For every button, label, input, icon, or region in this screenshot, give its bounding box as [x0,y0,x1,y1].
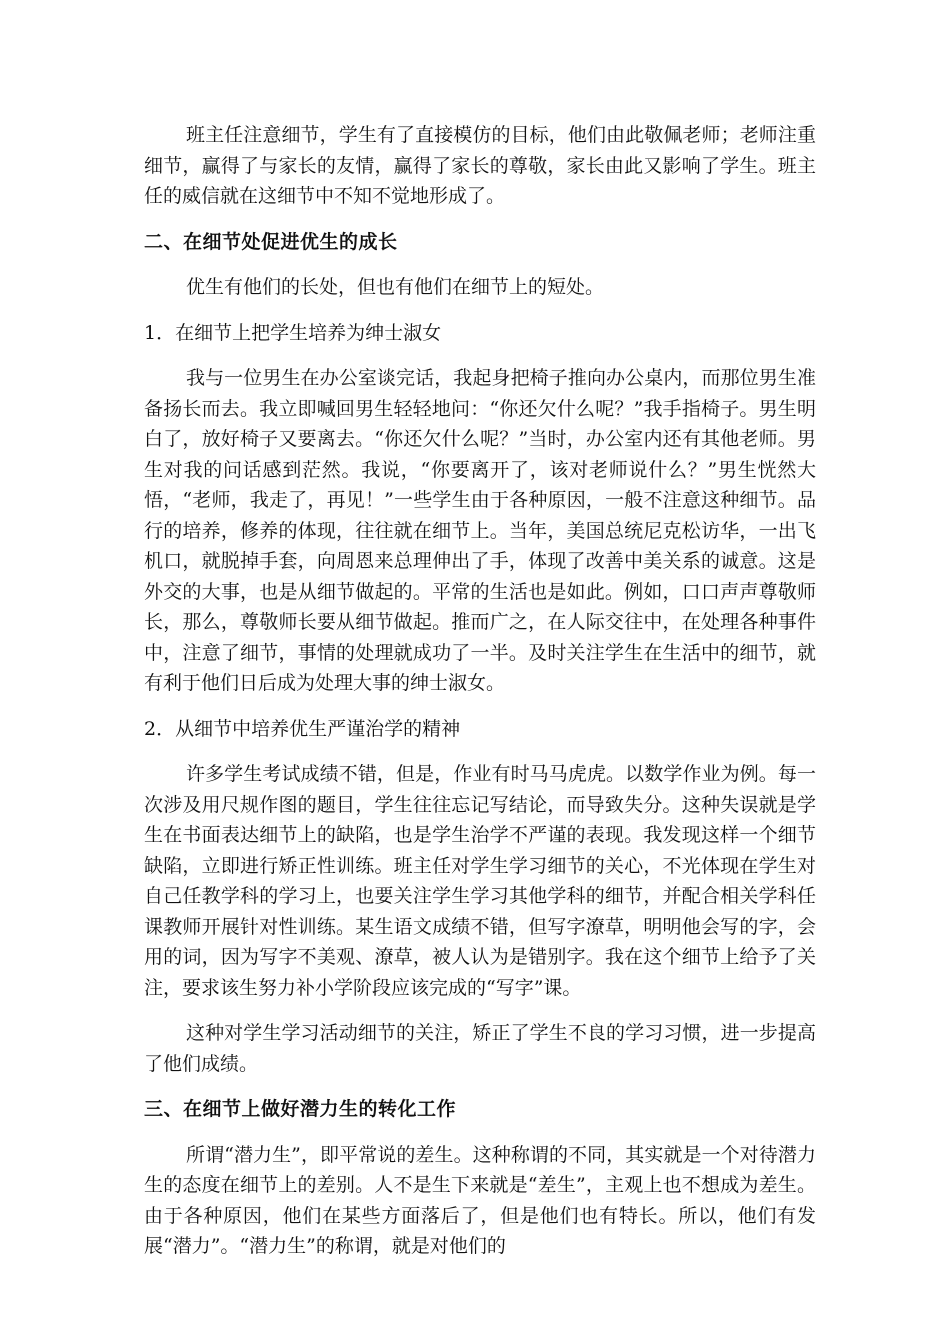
subsection-heading-2: 2．从细节中培养优生严谨治学的精神 [144,717,461,740]
document-body [144,120,816,1277]
section-heading-2: 二、在细节处促进优生的成长 [144,230,398,253]
paragraph-gentleman-story: 我与一位男生在办公室谈完话，我起身把椅子推向办公桌内，而那位男生准备扬长而去。我立即喊回男生轻轻地问：“你还欠什么呢？”我手指椅子。男生明白了，放好椅子又要离去。“你还欠什么呢？”当时，办公室内还有其他老师。男生对我的问话感到茫然。我说，“你要离开了，该对老师说什么？”男生恍然大悟，“老师，我走了，再见！”一些学生由于各种原因，一般不注意这种细节。品行的培养，修养的体现，往往就在细节上。当年，美国总统尼克松访华，一出飞机口，就脱掉手套，向周恩来总理伸出了手，体现了改善中美关系的诚意。这是外交的大事，也是从细节做起的。平常的生活也是如此。例如，口口声声尊敬师长，那么，尊敬师长要从细节做起。推而广之，在人际交往中，在处理各种事件中，注意了细节，事情的处理就成功了一半。及时关注学生在生活中的细节，就有利于他们日后成为处理大事的绅士淑女。 [144,367,816,694]
subsection-heading-1: 1．在细节上把学生培养为绅士淑女 [144,321,442,344]
paragraph-top-students-intro: 优生有他们的长处，但也有他们在细节上的短处。 [186,276,605,298]
paragraph-rigorous-study: 许多学生考试成绩不错，但是，作业有时马马虎虎。以数学作业为例。每一次涉及用尺规作图的题目，学生往往忘记写结论，而导致失分。这种失误就是学生在书面表达细节上的缺陷，也是学生治学不严谨的表现。我发现这样一个细节缺陷，立即进行矫正性训练。班主任对学生学习细节的关心，不光体现在学生对自己任教学科的学习上，也要关注学生学习其他学科的细节，并配合相关学科任课教师开展针对性训练。某生语文成绩不错，但写字潦草，明明他会写的字，会用的词，因为写字不美观、潦草，被人认为是错别字。我在这个细节上给予了关注，要求该生努力补小学阶段应该完成的“写字”课。 [144,763,816,999]
paragraph-intro-conclusion: 班主任注意细节，学生有了直接模仿的目标，他们由此敬佩老师；老师注重细节，赢得了与家长的友情，赢得了家长的尊敬，家长由此又影响了学生。班主任的威信就在这细节中不知不觉地形成了。 [144,124,816,207]
paragraph-study-habits: 这种对学生学习活动细节的关注，矫正了学生不良的学习习惯，进一步提高了他们成绩。 [144,1022,816,1075]
section-heading-3: 三、在细节上做好潜力生的转化工作 [144,1098,457,1120]
paragraph-potential-students: 所谓“潜力生”，即平常说的差生。这种称谓的不同，其实就是一个对待潜力生的态度在细节上的差别。人不是生下来就是“差生”，主观上也不想成为差生。由于各种原因，他们在某些方面落后了，但是他们也有特长。所以，他们有发展“潜力”。“潜力生”的称谓，就是对他们的 [144,1143,816,1257]
